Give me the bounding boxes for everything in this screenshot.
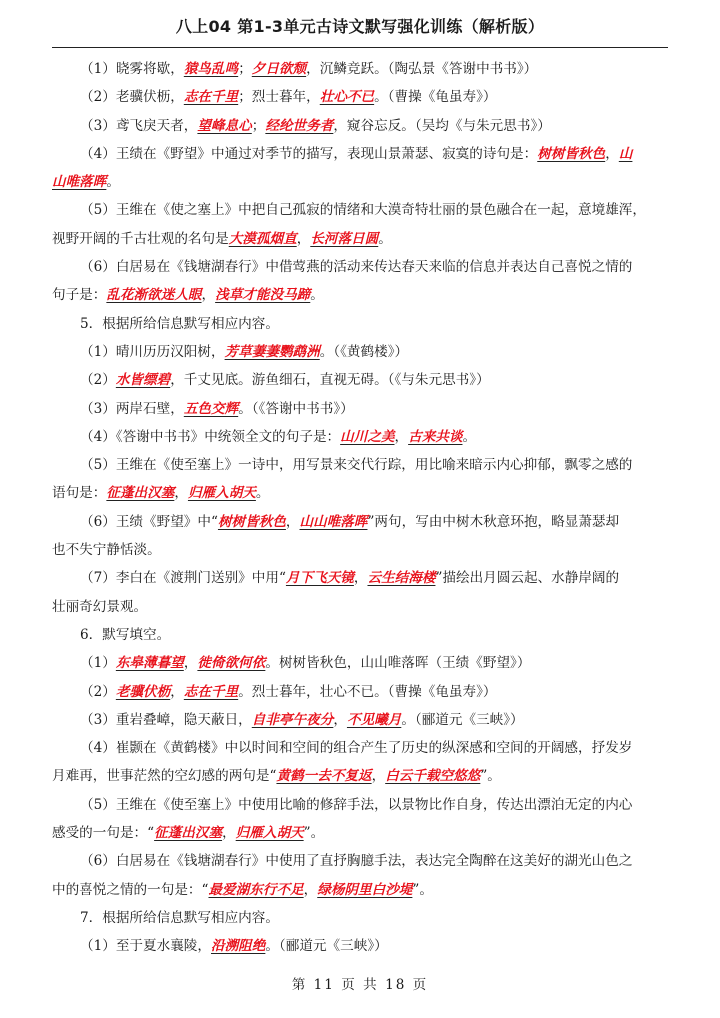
answer-text: 老骥伏枥 bbox=[115, 683, 171, 700]
line-text: 7．根据所给信息默写相应内容。 bbox=[80, 909, 279, 926]
line-text: ”描绘出月圆云起、水静岸阔的 bbox=[435, 570, 620, 587]
answer-text: 长河落日圆 bbox=[310, 230, 379, 247]
line-text: ”。 bbox=[303, 825, 325, 842]
answer-text: 沿溯阻绝 bbox=[211, 938, 266, 955]
line-text: 句子是： bbox=[52, 287, 107, 304]
text-line bbox=[52, 83, 668, 111]
line-text: 6．默写填空。 bbox=[80, 626, 171, 643]
page-header-title: 八上04 第1-3单元古诗文默写强化训练（解析版） bbox=[175, 17, 545, 36]
answer-text: 夕日欲颓 bbox=[251, 61, 307, 77]
answer-text: 古来共谈 bbox=[408, 428, 463, 445]
answer-text: 猿鸟乱鸣 bbox=[183, 61, 239, 77]
text-line bbox=[52, 593, 668, 621]
line-text: （1） bbox=[80, 655, 116, 672]
answer-text: 山唯落晖 bbox=[52, 174, 107, 191]
line-text: ”。 bbox=[412, 881, 433, 898]
line-text: ；烈士暮年， bbox=[238, 89, 320, 106]
page-footer: 第 11 页 共 18 页 bbox=[291, 977, 429, 993]
text-line bbox=[52, 932, 668, 960]
line-text: ， bbox=[303, 881, 318, 898]
line-text: （3）两岸石壁， bbox=[80, 400, 184, 417]
answer-text: 徙倚欲何依 bbox=[197, 655, 266, 672]
answer-text: 山山唯落晖 bbox=[299, 513, 368, 530]
text-line bbox=[52, 338, 668, 366]
line-text: ， bbox=[285, 513, 300, 530]
text-line bbox=[52, 366, 668, 394]
text-line bbox=[52, 225, 668, 253]
line-text: 。（郦道元《三峡》） bbox=[265, 938, 388, 955]
answer-text: 壮心不已 bbox=[319, 89, 375, 106]
text-line bbox=[52, 762, 668, 790]
text-line bbox=[52, 649, 668, 677]
answer-text: 山 bbox=[618, 145, 633, 162]
line-text: ， bbox=[353, 570, 368, 587]
line-text: 壮丽奇幻景观。 bbox=[52, 598, 148, 615]
text-line bbox=[52, 55, 668, 83]
line-text: （2） bbox=[80, 683, 116, 700]
answer-text: 征蓬出汉塞 bbox=[154, 825, 223, 842]
line-text: （4）《答谢中书书》中统领全文的句子是： bbox=[80, 428, 341, 445]
text-line bbox=[52, 791, 668, 819]
answer-text: 征蓬出汉塞 bbox=[106, 485, 175, 502]
text-line bbox=[52, 706, 668, 734]
line-text: （4）崔颢在《黄鹤楼》中以时间和空间的组合产生了历史的纵深感和空间的开阔感，抒发岁 bbox=[80, 740, 633, 757]
line-text: 。 bbox=[255, 485, 270, 502]
line-text: （7）李白在《渡荆门送别》中用“ bbox=[80, 570, 286, 587]
answer-text: 大漠孤烟直 bbox=[228, 230, 297, 247]
line-text: 。（《答谢中书书》） bbox=[238, 400, 354, 417]
text-line bbox=[52, 734, 668, 762]
line-text: （2）老骥伏枥， bbox=[80, 89, 184, 106]
text-line bbox=[52, 253, 668, 281]
line-text: 。 bbox=[310, 287, 324, 304]
line-text: ， bbox=[371, 768, 386, 785]
answer-text: 绿杨阴里白沙堤 bbox=[317, 881, 413, 898]
answer-text: 经纶世务者 bbox=[265, 117, 334, 134]
line-text: （4）王绩在《野望》中通过对季节的描写，表现山景萧瑟、寂寞的诗句是： bbox=[80, 145, 538, 162]
text-line bbox=[52, 112, 668, 140]
line-text: ， bbox=[222, 825, 236, 842]
text-line bbox=[52, 847, 668, 875]
line-text: ， bbox=[296, 230, 311, 247]
line-text: 感受的一句是：“ bbox=[52, 825, 155, 842]
line-text: 。 bbox=[106, 174, 120, 191]
line-text: 中的喜悦之情的一句是：“ bbox=[52, 881, 209, 898]
answer-text: 望峰息心 bbox=[197, 117, 252, 134]
line-text: 。 bbox=[378, 230, 392, 247]
text-line bbox=[52, 819, 668, 847]
answer-text: 芳草萋萋鹦鹉洲 bbox=[224, 343, 320, 360]
answer-text: 白云千载空悠悠 bbox=[385, 768, 481, 785]
line-text: ”。 bbox=[480, 768, 501, 785]
header-divider bbox=[52, 47, 668, 48]
answer-text: 云生结海楼 bbox=[367, 570, 436, 587]
answer-text: 乱花渐欲迷人眼 bbox=[106, 287, 202, 304]
line-text: ， bbox=[174, 485, 188, 502]
answer-text: 最爱湖东行不足 bbox=[208, 881, 304, 898]
answer-text: 树树皆秋色 bbox=[217, 513, 286, 530]
answer-text: 水皆缥碧 bbox=[115, 372, 171, 389]
answer-text: 东皋薄暮望 bbox=[115, 655, 184, 672]
line-text: （1）晴川历历汉阳树， bbox=[80, 343, 225, 360]
line-text: 视野开阔的千古壮观的名句是 bbox=[52, 230, 229, 247]
line-text: 。（郦道元《三峡》） bbox=[401, 711, 524, 728]
text-line bbox=[52, 876, 668, 904]
answer-text: 不见曦月 bbox=[346, 711, 402, 728]
line-text: 。烈士暮年，壮心不已。（曹操《龟虽寿》） bbox=[238, 683, 497, 700]
text-line bbox=[52, 536, 668, 564]
line-text: ， bbox=[333, 711, 347, 728]
line-text: ， bbox=[170, 683, 184, 700]
line-text: ， bbox=[183, 655, 198, 672]
line-text: （3）鸢飞戾天者， bbox=[80, 117, 198, 134]
line-text: ，千丈见底。游鱼细石，直视无碍。（《与朱元思书》） bbox=[170, 372, 490, 389]
line-text: （1）至于夏水襄陵， bbox=[80, 938, 211, 955]
answer-text: 自非亭午夜分 bbox=[251, 711, 334, 728]
text-line bbox=[52, 479, 668, 507]
line-text: （1）晓雾将歇， bbox=[80, 61, 184, 77]
text-line bbox=[52, 564, 668, 592]
text-line bbox=[52, 310, 668, 338]
text-line bbox=[52, 196, 668, 224]
line-text: 也不失宁静恬淡。 bbox=[52, 542, 161, 559]
text-line bbox=[52, 281, 668, 309]
line-text: （3）重岩叠嶂，隐天蔽日， bbox=[80, 711, 252, 728]
text-line bbox=[52, 140, 668, 168]
line-text: ； bbox=[238, 61, 252, 77]
answer-text: 归雁入胡天 bbox=[187, 485, 256, 502]
answer-text: 月下飞天镜 bbox=[285, 570, 354, 587]
text-line bbox=[52, 423, 668, 451]
line-text: ，窥谷忘反。（吴均《与朱元思书》） bbox=[333, 117, 551, 134]
line-text: ， bbox=[605, 145, 619, 162]
line-text: ， bbox=[201, 287, 216, 304]
text-line bbox=[52, 395, 668, 423]
line-text: 月难再，世事茫然的空幻感的两句是“ bbox=[52, 768, 277, 785]
line-text: （5）王维在《使之塞上》中把自己孤寂的情绪和大漠奇特壮丽的景色融合在一起，意境雄浑， bbox=[80, 202, 646, 219]
answer-text: 归雁入胡天 bbox=[235, 825, 304, 842]
answer-text: 五色交辉 bbox=[183, 400, 239, 417]
answer-text: 志在千里 bbox=[183, 89, 239, 106]
line-text: 语句是： bbox=[52, 485, 107, 502]
answer-text: 山川之美 bbox=[340, 428, 395, 445]
line-text: ， bbox=[394, 428, 409, 445]
line-text: ”两句，写由中树木秋意环抱，略显萧瑟却 bbox=[367, 513, 620, 530]
line-text: （5）王维在《使至塞上》一诗中，用写景来交代行踪，用比喻来暗示内心抑郁，飘零之感的 bbox=[80, 457, 633, 474]
answer-text: 志在千里 bbox=[183, 683, 239, 700]
line-text: ； bbox=[251, 117, 266, 134]
text-line bbox=[52, 451, 668, 479]
line-text: （6）白居易在《钱塘湖春行》中借莺燕的活动来传达春天来临的信息并表达自己喜悦之情的 bbox=[80, 259, 633, 276]
text-line bbox=[52, 621, 668, 649]
line-text: （2） bbox=[80, 372, 116, 389]
answer-text: 浅草才能没马蹄 bbox=[215, 287, 311, 304]
line-text: （6）白居易在《钱塘湖春行》中使用了直抒胸臆手法，表达完全陶醉在这美好的湖光山色之 bbox=[80, 853, 633, 870]
text-line bbox=[52, 904, 668, 932]
answer-text: 黄鹤一去不复返 bbox=[276, 768, 372, 785]
text-line bbox=[52, 508, 668, 536]
line-text: （6）王绩《野望》中“ bbox=[80, 513, 218, 530]
line-text: 。（曹操《龟虽寿》） bbox=[374, 89, 497, 106]
line-text: 。 bbox=[462, 428, 477, 445]
answer-text: 树树皆秋色 bbox=[537, 145, 606, 162]
line-text: （5）王维在《使至塞上》中使用比喻的修辞手法，以景物比作自身，传达出漂泊无定的内心 bbox=[80, 796, 633, 813]
text-line bbox=[52, 168, 668, 196]
line-text: ，沉鳞竞跃。（陶弘景《答谢中书书》） bbox=[306, 61, 538, 77]
line-text: 5．根据所给信息默写相应内容。 bbox=[80, 315, 279, 332]
text-line bbox=[52, 678, 668, 706]
line-text: 。（《黄鹤楼》） bbox=[319, 343, 409, 360]
line-text: 。树树皆秋色，山山唯落晖（王绩《野望》） bbox=[265, 655, 531, 672]
document-body bbox=[52, 55, 668, 961]
